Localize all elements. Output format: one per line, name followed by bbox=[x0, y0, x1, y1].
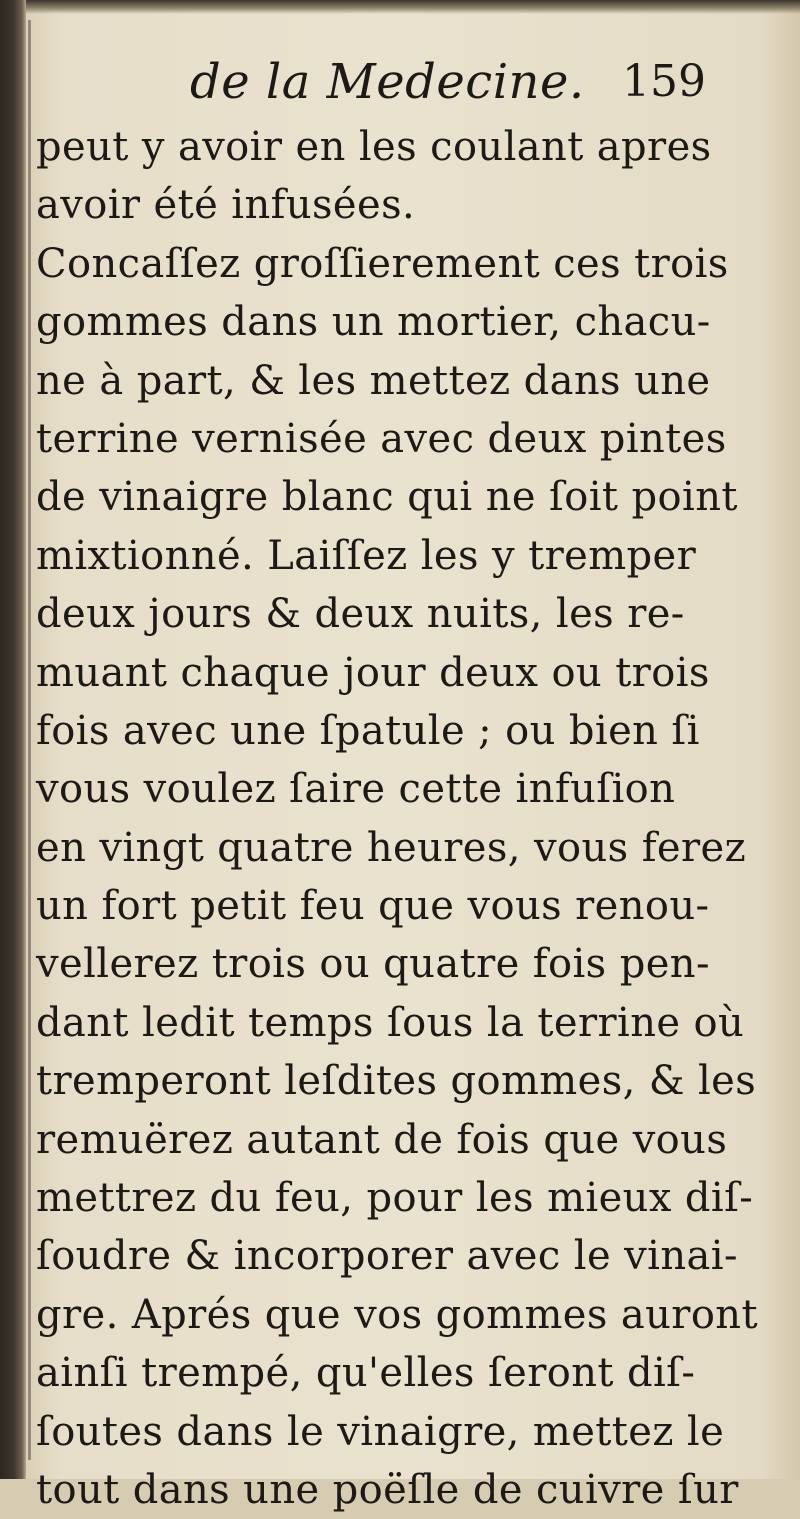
book-binding bbox=[0, 0, 26, 1479]
text-line: mixtionné. Laiſſez les y tremper bbox=[36, 532, 697, 579]
text-line: dant ledit temps ſous la terrine où bbox=[36, 999, 745, 1046]
text-line: ſoutes dans le vinaigre, mettez le bbox=[36, 1408, 725, 1455]
text-line: tout dans une poëſle de cuivre ſur bbox=[36, 1466, 739, 1513]
text-line: gre. Aprés que vos gommes auront bbox=[36, 1291, 758, 1338]
text-line: deux jours & deux nuits, les re- bbox=[36, 591, 685, 638]
text-line: gommes dans un mortier, chacu- bbox=[36, 299, 711, 346]
text-line: de vinaigre blanc qui ne ſoit point bbox=[36, 474, 738, 521]
text-line: muant chaque jour deux ou trois bbox=[36, 649, 710, 696]
text-line: avoir été infusées. bbox=[36, 182, 416, 229]
text-line: ainſi trempé, qu'elles ſeront diſ- bbox=[36, 1350, 696, 1397]
page-header bbox=[190, 52, 720, 122]
text-line: mettrez du feu, pour les mieux diſ- bbox=[36, 1175, 754, 1222]
text-line: tremperont leſdites gommes, & les bbox=[36, 1058, 757, 1105]
text-line: terrine vernisée avec deux pintes bbox=[36, 415, 727, 462]
body-text bbox=[36, 118, 758, 1519]
page-number: 159 bbox=[622, 56, 706, 107]
text-line: ſoudre & incorporer avec le vinai- bbox=[36, 1233, 738, 1280]
gutter-line bbox=[28, 20, 31, 1460]
text-line: peut y avoir en les coulant apres bbox=[36, 124, 712, 170]
running-title: de la Medecine. bbox=[190, 54, 585, 110]
text-line: remuërez autant de fois que vous bbox=[36, 1116, 728, 1163]
text-line: un fort petit feu que vous renou- bbox=[36, 883, 710, 930]
text-line: vous voulez ſaire cette infuſion bbox=[36, 766, 676, 813]
text-line: ne à part, & les mettez dans une bbox=[36, 357, 711, 404]
text-line: fois avec une ſpatule ; ou bien ſi bbox=[36, 707, 700, 754]
text-line: vellerez trois ou quatre fois pen- bbox=[36, 941, 710, 988]
page-top-edge bbox=[0, 0, 800, 14]
text-line: en vingt quatre heures, vous ferez bbox=[36, 824, 747, 871]
text-line: Concaſſez groſſierement ces trois bbox=[36, 240, 729, 287]
